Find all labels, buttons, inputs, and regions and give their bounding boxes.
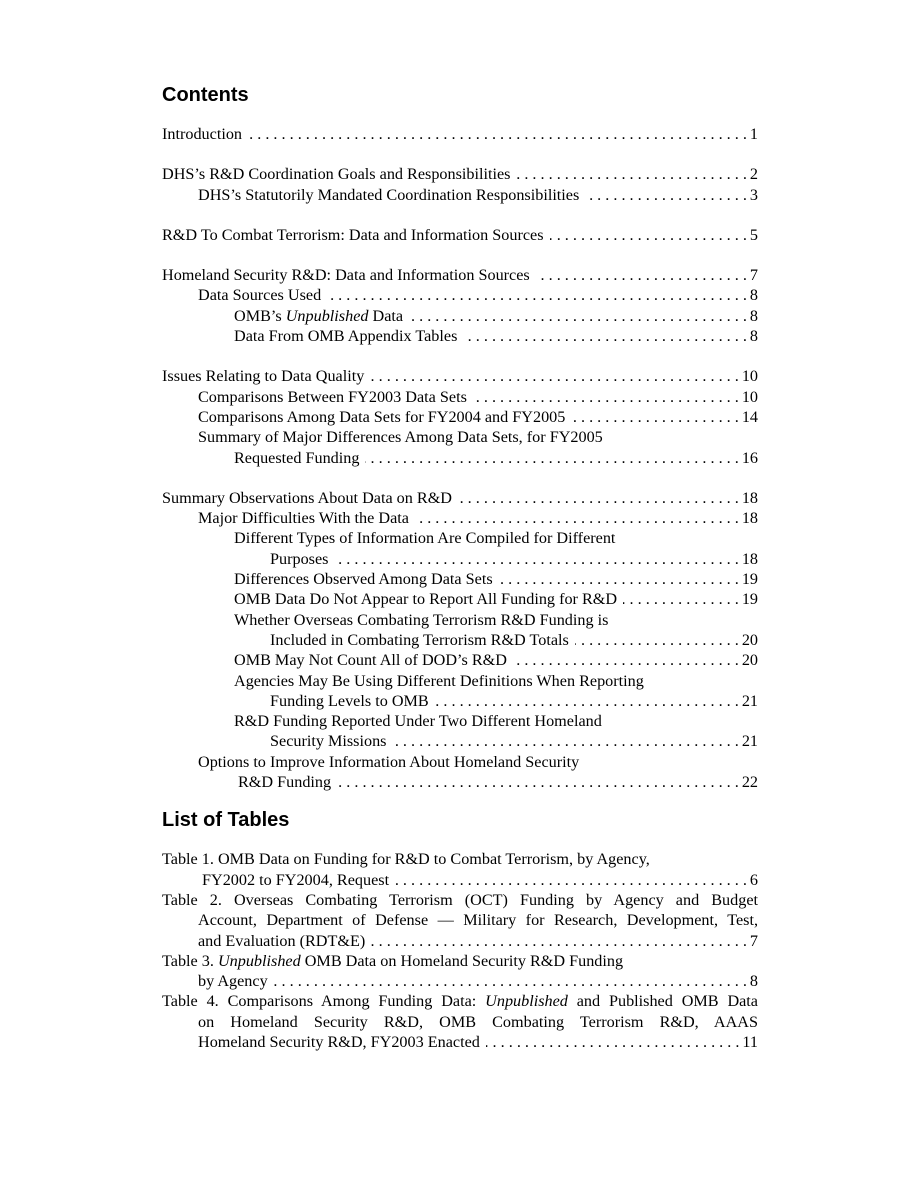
toc-entry-title: Requested Funding (234, 448, 360, 467)
toc-entry-title: Agencies May Be Using Different Definitions When Reporting (234, 671, 644, 690)
dot-leader (536, 265, 747, 285)
toc-entry-title: Security Missions (270, 732, 387, 751)
dot-leader (473, 387, 739, 407)
dot-leader (337, 772, 739, 792)
toc-page-number: 14 (741, 407, 758, 426)
table-list-entry[interactable] (162, 849, 758, 890)
toc-entry-title: Different Types of Information Are Compiled for Different (234, 529, 616, 548)
section-gap (162, 245, 758, 265)
toc-entry-title: Data From OMB Appendix Tables (234, 327, 458, 346)
section-gap (162, 205, 758, 225)
toc-page-number: 8 (749, 306, 758, 325)
dot-leader (334, 549, 738, 569)
toc-page-number: 18 (741, 509, 758, 528)
dot-leader (409, 306, 747, 326)
toc-page-number: 10 (741, 367, 758, 386)
table-list-line: Account, Department of Defense — Military for Research, Development, Test, (198, 911, 758, 930)
table-list-line: Homeland Security R&D, FY2003 Enacted . . . 11 (162, 1032, 758, 1052)
dot-leader (458, 488, 739, 508)
toc-entry-title: Issues Relating to Data Quality (162, 367, 365, 386)
toc-entry-title: Options to Improve Information About Homeland Security (198, 752, 580, 771)
table-list-entry[interactable] (162, 951, 758, 992)
dot-leader (463, 326, 747, 346)
section-gap (162, 468, 758, 488)
contents-list (162, 124, 758, 792)
dot-leader (486, 1032, 740, 1052)
table-list-line: Table 4. Comparisons Among Funding Data: Unpublished and Published OMB Data (162, 992, 758, 1011)
toc-page-number: 16 (741, 448, 758, 467)
toc-entry[interactable] (162, 407, 758, 427)
toc-entry-title: Summary of Major Differences Among Data Sets, for FY2005 (198, 428, 603, 447)
toc-page-number: 10 (741, 387, 758, 406)
table-list-line: and Evaluation (RDT&E) . . . 7 (162, 931, 758, 951)
toc-entry[interactable] (162, 691, 758, 711)
toc-entry-title: OMB Data Do Not Appear to Report All Funding for R&D (234, 590, 618, 609)
toc-entry[interactable] (162, 265, 758, 285)
table-list-line: Table 3. Unpublished OMB Data on Homeland Security R&D Funding (162, 951, 624, 970)
toc-entry-title: Data Sources Used (198, 286, 322, 305)
dot-leader (571, 407, 738, 427)
toc-entry[interactable] (162, 225, 758, 245)
toc-entry[interactable] (162, 164, 758, 184)
toc-entry-title: DHS’s Statutorily Mandated Coordination Responsibilities (198, 185, 580, 204)
toc-entry[interactable] (162, 549, 758, 569)
toc-entry[interactable] (162, 711, 758, 731)
dot-leader (435, 691, 739, 711)
toc-entry-title: OMB’s Unpublished Data (234, 306, 404, 325)
table-list-line: by Agency . . . 8 (162, 971, 758, 991)
toc-entry[interactable] (162, 671, 758, 691)
toc-entry[interactable] (162, 508, 758, 528)
toc-page-number: 21 (741, 691, 758, 710)
toc-entry[interactable] (162, 589, 758, 609)
table-list-line: Table 2. Overseas Combating Terrorism (OCT) Funding by Agency and Budget (162, 890, 758, 909)
dot-leader (623, 589, 739, 609)
dot-leader (274, 971, 747, 991)
dot-leader (516, 164, 746, 184)
contents-heading: Contents (162, 84, 249, 106)
dot-leader (327, 285, 747, 305)
dot-leader (371, 931, 747, 951)
dot-leader (370, 366, 739, 386)
table-list-line: on Homeland Security R&D, OMB Combating Terrorism R&D, AAAS (198, 1012, 758, 1031)
toc-page-number: 22 (741, 773, 758, 792)
toc-page-number: 20 (741, 630, 758, 649)
toc-entry-title: Differences Observed Among Data Sets (234, 570, 493, 589)
toc-entry-title: Funding Levels to OMB (270, 691, 429, 710)
table-list-entry[interactable] (162, 890, 758, 951)
toc-page-number: 3 (749, 185, 758, 204)
dot-leader (513, 650, 739, 670)
toc-page-number: 1 (749, 125, 758, 143)
toc-page-number: 20 (741, 651, 758, 670)
toc-page-number: 18 (741, 549, 758, 568)
toc-entry[interactable] (162, 630, 758, 650)
toc-entry[interactable] (162, 366, 758, 386)
toc-page-number: 21 (741, 732, 758, 751)
table-list-line: Table 1. OMB Data on Funding for R&D to Combat Terrorism, by Agency, (162, 850, 650, 869)
toc-page-number: 7 (749, 266, 758, 285)
toc-entry[interactable] (162, 772, 758, 792)
dot-leader (392, 731, 738, 751)
toc-page-number: 19 (741, 590, 758, 609)
toc-entry[interactable] (162, 650, 758, 670)
table-page-number: 8 (749, 972, 758, 991)
toc-entry-title: Summary Observations About Data on R&D (162, 488, 452, 507)
toc-page-number: 19 (741, 570, 758, 589)
dot-leader (415, 508, 739, 528)
toc-entry-title: Included in Combating Terrorism R&D Totals (270, 630, 569, 649)
dot-leader (248, 124, 747, 144)
dot-leader (395, 870, 747, 890)
toc-entry[interactable] (162, 427, 758, 447)
list-of-tables (162, 849, 758, 1052)
toc-entry[interactable] (162, 124, 758, 144)
section-gap (162, 346, 758, 366)
dot-leader (585, 185, 747, 205)
toc-entry[interactable] (162, 306, 758, 326)
table-list-line: FY2002 to FY2004, Request . . . 6 (162, 870, 758, 890)
toc-entry-title: DHS’s R&D Coordination Goals and Responsibilities (162, 165, 511, 184)
toc-entry-title: Purposes (270, 549, 329, 568)
table-page-number: 7 (749, 931, 758, 950)
dot-leader (550, 225, 747, 245)
toc-entry-title: Major Difficulties With the Data (198, 509, 409, 528)
dot-leader (499, 569, 739, 589)
toc-entry-title: Comparisons Between FY2003 Data Sets (198, 387, 467, 406)
toc-entry[interactable] (162, 285, 758, 305)
toc-entry-title: Whether Overseas Combating Terrorism R&D Funding is (234, 610, 609, 629)
toc-entry-title: OMB May Not Count All of DOD’s R&D (234, 651, 507, 670)
toc-page-number: 18 (741, 488, 758, 507)
toc-entry[interactable] (162, 387, 758, 407)
toc-entry[interactable] (162, 488, 758, 508)
toc-entry[interactable] (162, 448, 758, 468)
section-gap (162, 144, 758, 164)
toc-page-number: 8 (749, 286, 758, 305)
toc-entry-title: Introduction (162, 125, 243, 143)
dot-leader (575, 630, 739, 650)
list-of-tables-heading: List of Tables (162, 809, 290, 832)
toc-entry[interactable] (162, 326, 758, 346)
dot-leader (365, 448, 738, 468)
toc-entry-title: Homeland Security R&D: Data and Information Sources (162, 266, 530, 285)
table-of-contents-page (162, 82, 758, 1052)
toc-page-number: 8 (749, 327, 758, 346)
toc-entry[interactable] (162, 752, 758, 772)
toc-entry-title: R&D Funding (238, 773, 332, 792)
toc-entry[interactable] (162, 528, 758, 548)
toc-entry-title: R&D To Combat Terrorism: Data and Information Sources (162, 225, 544, 244)
toc-entry[interactable] (162, 569, 758, 589)
toc-entry-title: R&D Funding Reported Under Two Different Homeland (234, 712, 602, 731)
toc-entry[interactable] (162, 610, 758, 630)
toc-entry[interactable] (162, 731, 758, 751)
toc-page-number: 2 (749, 165, 758, 184)
toc-page-number: 5 (749, 225, 758, 244)
toc-entry[interactable] (162, 185, 758, 205)
table-page-number: 6 (749, 870, 758, 889)
table-page-number: 11 (742, 1032, 758, 1051)
toc-entry-title: Comparisons Among Data Sets for FY2004 and FY2005 (198, 407, 566, 426)
table-list-entry[interactable] (162, 991, 758, 1052)
